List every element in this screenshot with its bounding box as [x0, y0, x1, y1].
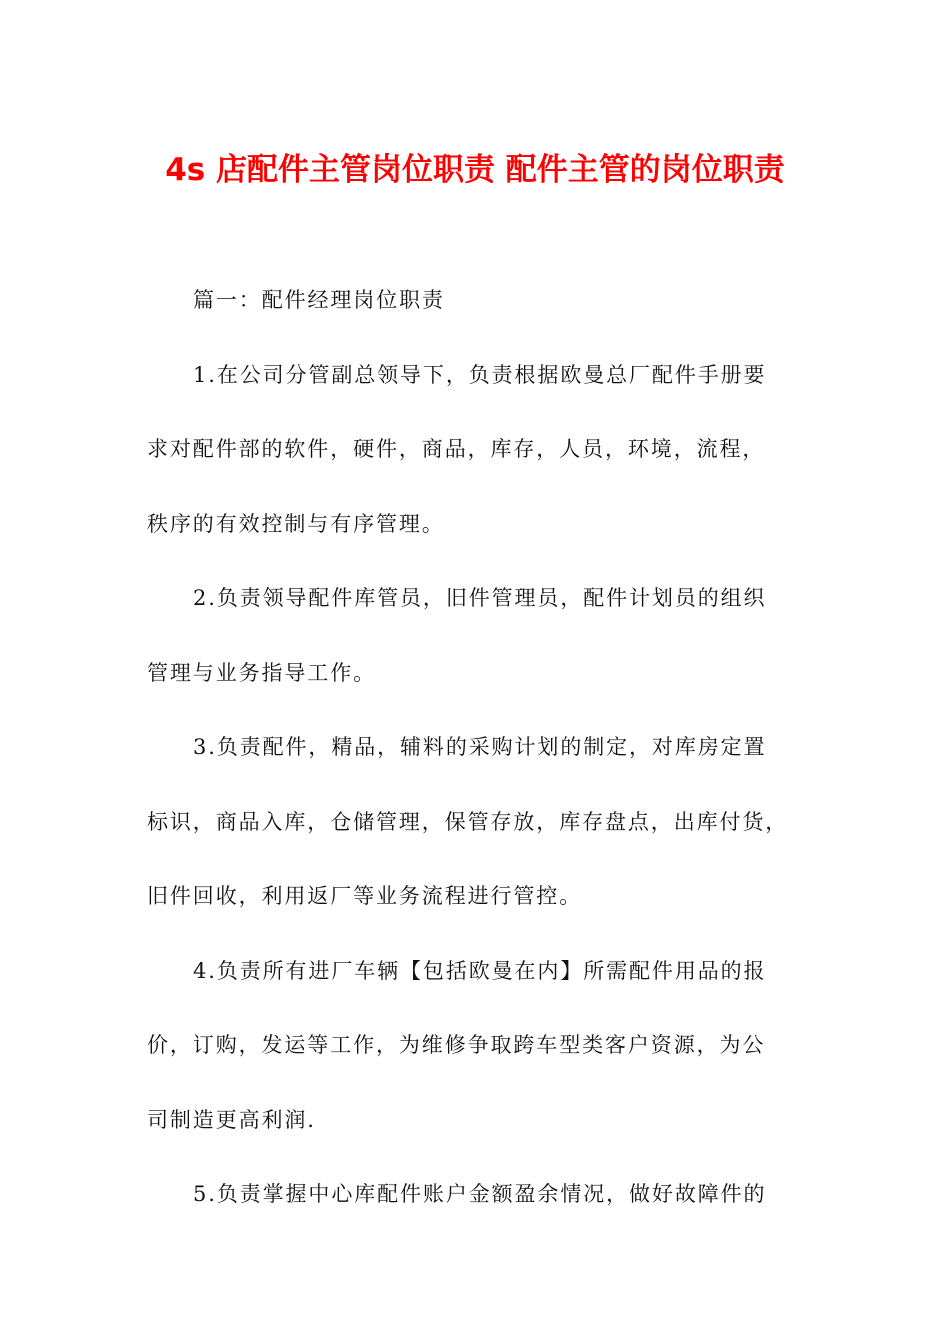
- text-line: 司制造更高利润.: [147, 1107, 316, 1132]
- text-line: 旧件回收，利用返厂等业务流程进行管控。: [147, 884, 583, 908]
- text-line: 5.负责掌握中心库配件账户金额盈余情况，做好故障件的: [193, 1182, 767, 1206]
- text-line: 秩序的有效控制与有序管理。: [147, 511, 445, 536]
- text-line: 价，订购，发运等工作，为维修争取跨车型类客户资源，为公: [147, 1033, 766, 1057]
- text-line: 求对配件部的软件，硬件，商品，库存，人员，环境，流程，: [147, 437, 766, 461]
- document-body: [147, 278, 802, 1247]
- text-line: 篇一：配件经理岗位职责: [193, 288, 445, 312]
- text-line: 2.负责领导配件库管员，旧件管理员，配件计划员的组织: [193, 586, 767, 610]
- text-line: 标识，商品入库，仓储管理，保管存放，库存盘点，出库付货，: [147, 809, 789, 834]
- document-title: 4s 店配件主管岗位职责 配件主管的岗位职责: [165, 152, 785, 188]
- text-line: 1.在公司分管副总领导下，负责根据欧曼总厂配件手册要: [193, 362, 767, 387]
- text-line: 4.负责所有进厂车辆【包括欧曼在内】所需配件用品的报: [193, 958, 767, 983]
- text-line: 管理与业务指导工作。: [147, 660, 376, 685]
- text-line: 3.负责配件，精品，辅料的采购计划的制定，对库房定置: [193, 735, 767, 759]
